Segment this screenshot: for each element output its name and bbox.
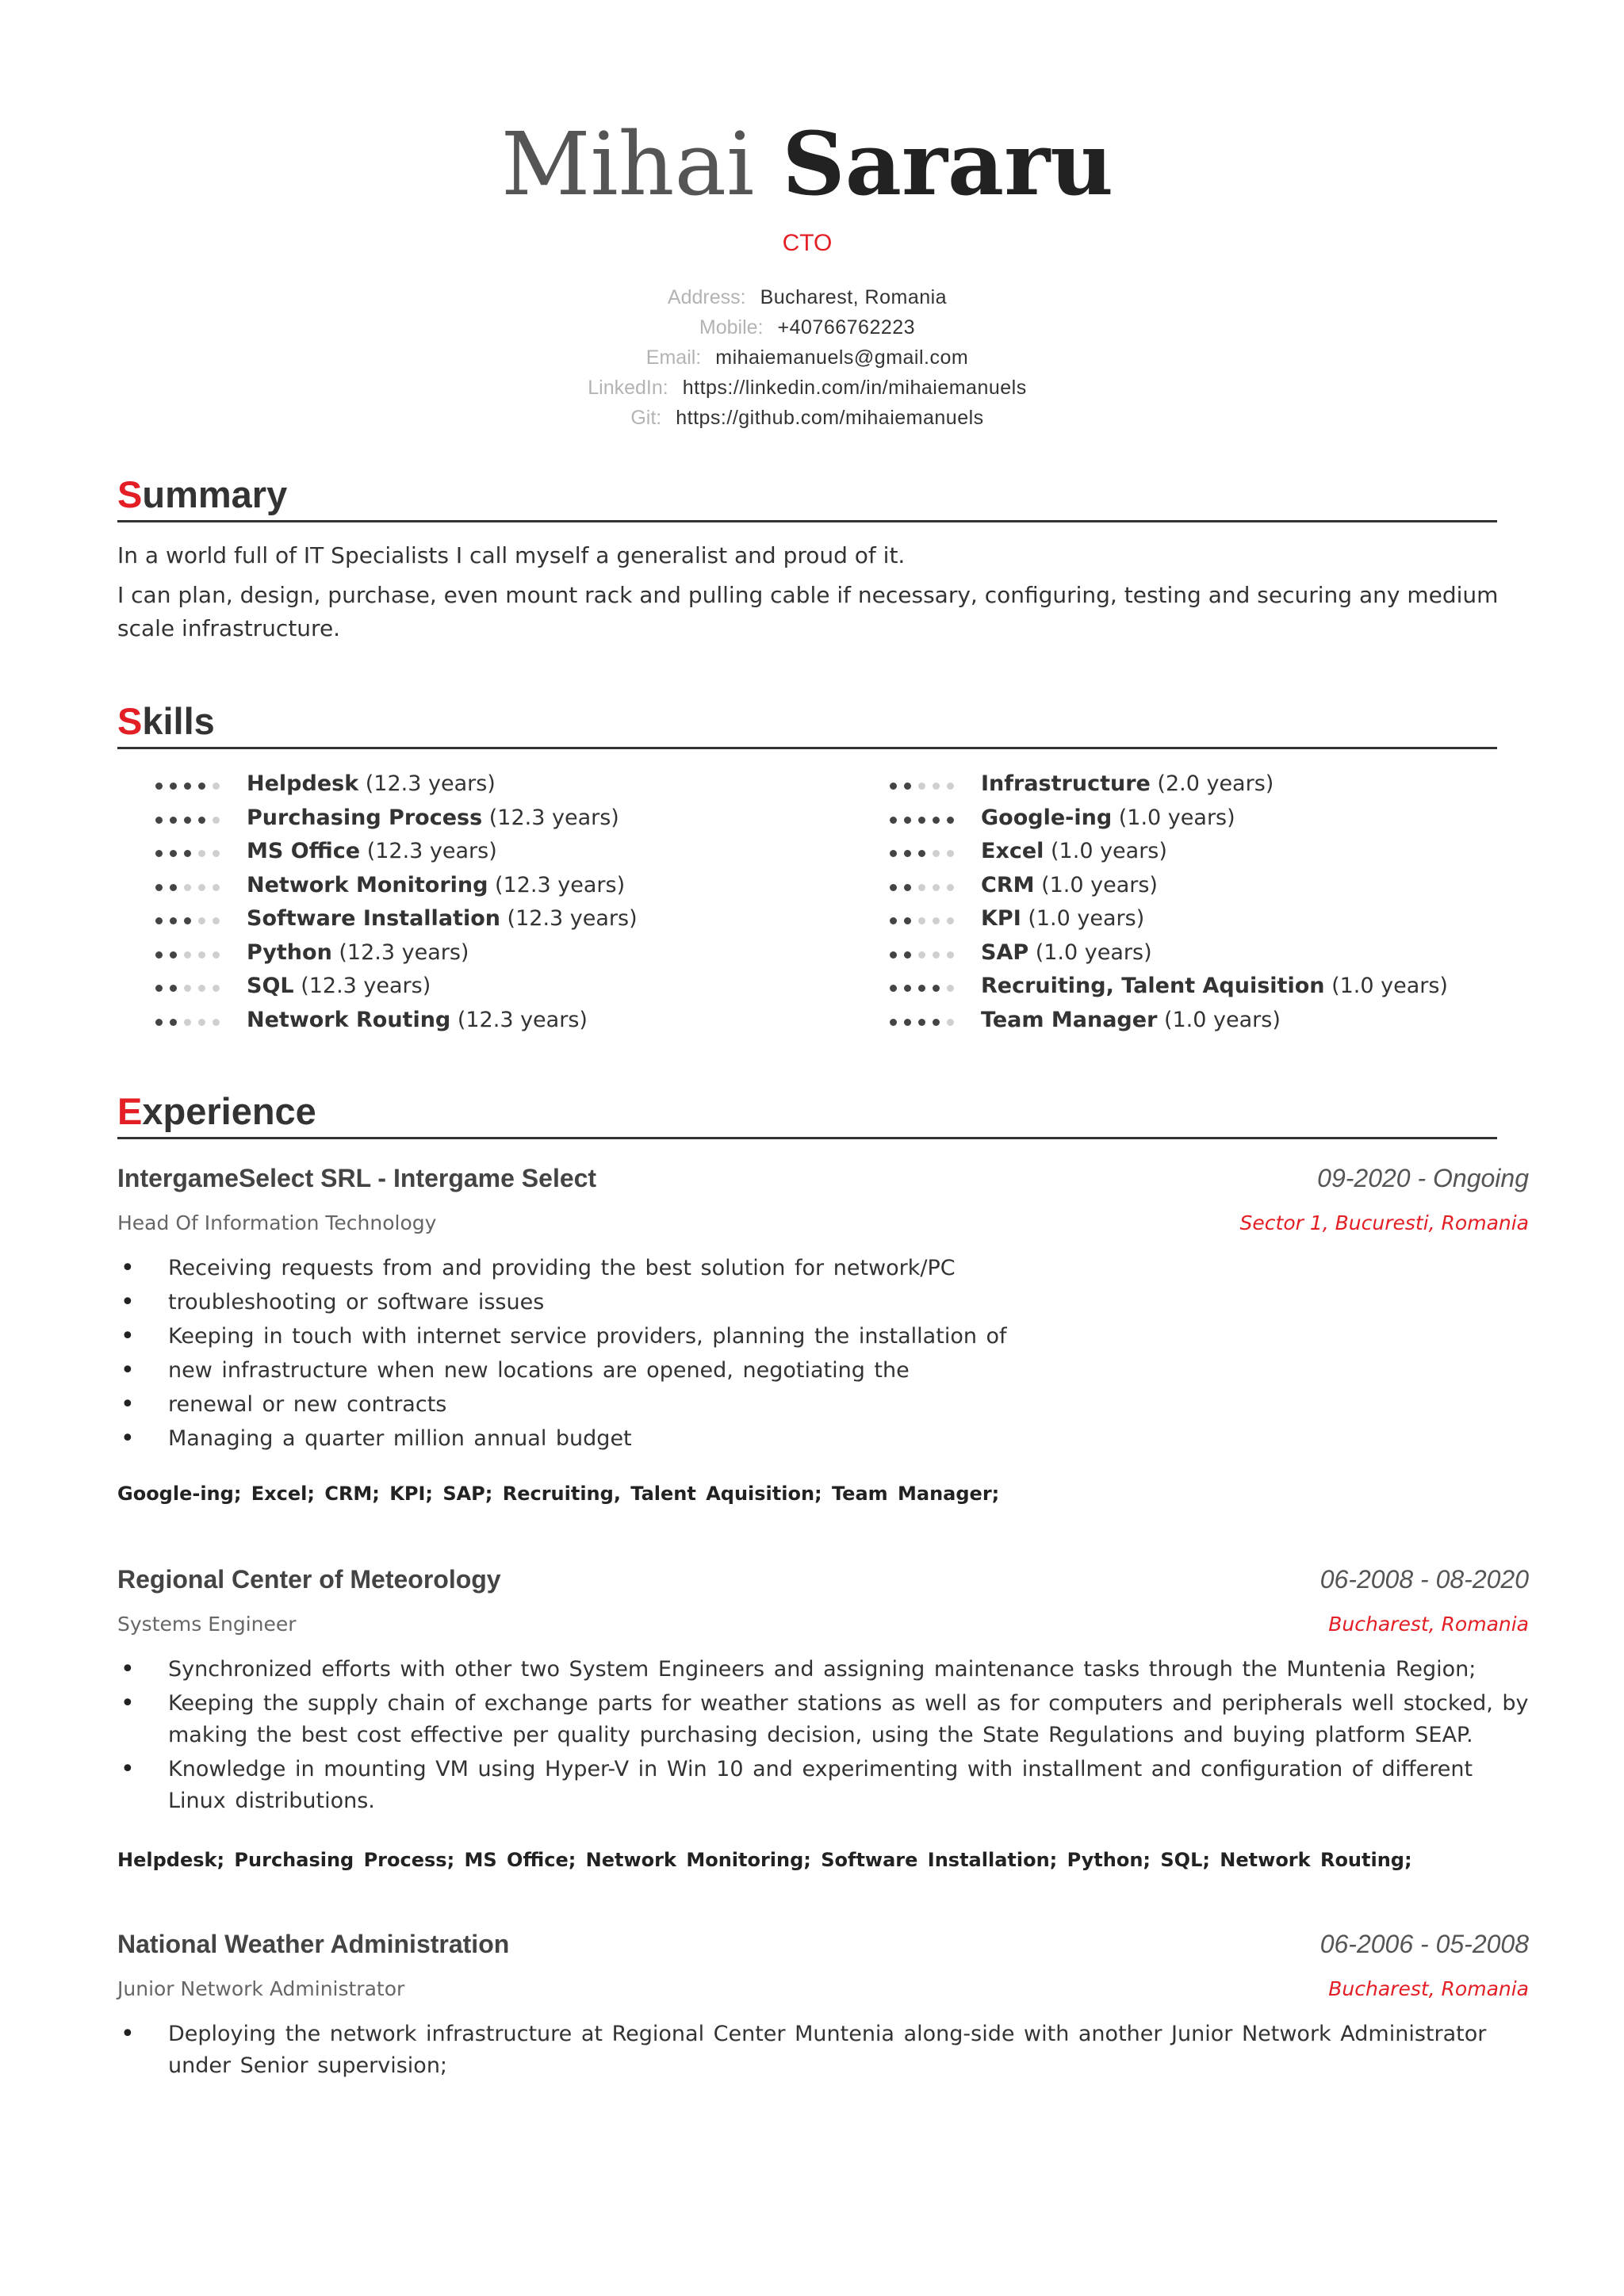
job-skill-tags: Helpdesk; Purchasing Process; MS Office; Network Monitoring; Software Installation; Python; SQL; Network Routing;	[117, 1849, 1412, 1871]
job-bullet: • Deploying the network infrastructure at Regional Center Muntenia along-side with another Junior Network Administrator under Senior supervision;	[117, 2019, 1529, 2082]
skill-level-dot	[155, 985, 163, 992]
contact-label: Mobile:	[699, 316, 764, 339]
skill-level-dots	[890, 847, 981, 857]
contact-list	[117, 282, 1497, 433]
job-location: Sector 1, Bucuresti, Romania	[1239, 1211, 1529, 1234]
skill-level-dot	[933, 1019, 940, 1026]
skill-item	[155, 1004, 869, 1038]
skill-level-dot	[213, 1019, 220, 1026]
skill-level-dot	[918, 884, 925, 891]
skill-years: (1.0 years)	[1112, 805, 1235, 830]
first-name: Mihai	[500, 113, 755, 215]
skill-level-dot	[198, 817, 205, 824]
skill-years: (12.3 years)	[360, 839, 497, 863]
job-bullet: • Knowledge in mounting VM using Hyper-V in Win 10 and experimenting with installment and configuration of different Linux distributions.	[117, 1754, 1529, 1817]
skill-level-dot	[184, 817, 191, 824]
skill-years: (1.0 years)	[1157, 1007, 1281, 1032]
job-company: IntergameSelect SRL - Intergame Select	[117, 1164, 597, 1192]
skill-level-dots	[890, 948, 981, 959]
skill-level-dot	[213, 884, 220, 891]
skill-level-dot	[184, 1019, 191, 1026]
skill-level-dot	[155, 917, 163, 924]
job-title: Head Of Information Technology	[117, 1211, 437, 1234]
skill-years: (1.0 years)	[1324, 974, 1448, 998]
skill-level-dot	[947, 783, 954, 790]
job-bullets	[117, 1253, 1529, 1457]
skill-name: Python	[247, 939, 332, 965]
summary-heading	[117, 473, 1497, 522]
skill-years: (12.3 years)	[482, 805, 619, 830]
candidate-name	[117, 113, 1497, 216]
skill-years: (12.3 years)	[488, 872, 626, 897]
skill-item	[155, 902, 869, 936]
skill-item	[155, 767, 869, 802]
job-company: National Weather Administration	[117, 1930, 510, 1958]
skill-level-dot	[198, 884, 205, 891]
skill-level-dot	[904, 1019, 911, 1026]
skill-level-dot	[213, 783, 220, 790]
job-bullet: • Managing a quarter million annual budget	[117, 1423, 1529, 1455]
skill-level-dot	[198, 985, 205, 992]
skill-name: Google-ing	[981, 805, 1113, 830]
contact-git	[117, 403, 1497, 433]
heading-rest: xperience	[142, 1090, 316, 1132]
skill-level-dot	[933, 884, 940, 891]
skill-level-dot	[933, 783, 940, 790]
skill-level-dot	[947, 985, 954, 992]
job-title: Junior Network Administrator	[117, 1977, 405, 2000]
contact-linkedin	[117, 373, 1497, 403]
skill-level-dot	[155, 951, 163, 959]
skill-name: CRM	[981, 872, 1035, 897]
skill-name: Purchasing Process	[247, 805, 483, 830]
skill-name: MS Office	[247, 839, 361, 863]
skill-level-dot	[947, 884, 954, 891]
skill-level-dot	[933, 917, 940, 924]
skill-level-dot	[198, 850, 205, 857]
skill-level-dot	[904, 783, 911, 790]
skill-level-dot	[918, 817, 925, 824]
skill-level-dot	[918, 917, 925, 924]
skill-level-dot	[904, 817, 911, 824]
skill-level-dot	[918, 1019, 925, 1026]
skill-level-dot	[184, 783, 191, 790]
skill-item	[890, 936, 1603, 970]
skill-level-dots	[155, 982, 247, 992]
job-location: Bucharest, Romania	[1328, 1977, 1529, 2000]
skill-level-dot	[170, 817, 177, 824]
skill-level-dot	[933, 951, 940, 959]
skill-level-dot	[198, 1019, 205, 1026]
skill-level-dot	[890, 817, 897, 824]
skill-level-dot	[184, 985, 191, 992]
skill-level-dot	[890, 850, 897, 857]
job-title: Systems Engineer	[117, 1613, 297, 1636]
skill-item	[155, 970, 869, 1004]
github-link[interactable]: https://github.com/mihaiemanuels	[676, 407, 984, 429]
skill-name: Team Manager	[981, 1007, 1158, 1032]
resume-page	[117, 0, 1529, 2296]
job-location: Bucharest, Romania	[1328, 1613, 1529, 1636]
skill-level-dot	[155, 1019, 163, 1026]
contact-mobile	[117, 312, 1497, 342]
job-bullet: • Keeping in touch with internet service providers, planning the installation of	[117, 1321, 1529, 1353]
skill-level-dot	[213, 850, 220, 857]
skill-level-dots	[890, 813, 981, 824]
skill-item	[890, 802, 1603, 836]
job-bullet: • renewal or new contracts	[117, 1389, 1529, 1421]
skill-level-dot	[904, 917, 911, 924]
skill-years: (12.3 years)	[358, 771, 496, 796]
skill-level-dot	[184, 884, 191, 891]
skill-level-dots	[155, 779, 247, 790]
skill-level-dot	[155, 817, 163, 824]
last-name: Sararu	[782, 113, 1114, 215]
job-dates: 06-2006 - 05-2008	[1320, 1930, 1529, 1958]
heading-rest: kills	[142, 700, 215, 742]
skill-name: SQL	[247, 974, 294, 998]
skill-item	[155, 802, 869, 836]
job-company: Regional Center of Meteorology	[117, 1565, 501, 1594]
skill-name: KPI	[981, 906, 1021, 931]
skill-years: (1.0 years)	[1028, 939, 1152, 965]
skill-level-dot	[918, 783, 925, 790]
heading-initial: S	[117, 473, 143, 515]
skill-years: (2.0 years)	[1150, 771, 1274, 796]
skill-item	[155, 835, 869, 869]
contact-address	[117, 282, 1497, 312]
skill-item	[890, 835, 1603, 869]
skill-level-dot	[904, 850, 911, 857]
skill-level-dot	[890, 1019, 897, 1026]
skill-level-dot	[213, 917, 220, 924]
skill-level-dot	[170, 985, 177, 992]
heading-initial: E	[117, 1090, 143, 1132]
skill-level-dot	[155, 884, 163, 891]
skill-years: (12.3 years)	[331, 939, 469, 965]
skill-level-dot	[947, 951, 954, 959]
skill-level-dot	[170, 850, 177, 857]
skill-item	[890, 869, 1603, 903]
skill-name: SAP	[981, 939, 1029, 965]
summary-text	[117, 539, 1545, 652]
job-bullet: • Keeping the supply chain of exchange parts for weather stations as well as for computers and peripherals well stocked, by making the best cost effective per quality purchasing decision, using the State Regulations and buying platform SEAP.	[117, 1688, 1529, 1751]
job-bullet: • Synchronized efforts with other two System Engineers and assigning maintenance tasks through the Muntenia Region;	[117, 1654, 1529, 1686]
skill-name: Helpdesk	[247, 771, 359, 796]
skill-level-dot	[155, 783, 163, 790]
job-bullets	[117, 2019, 1529, 2084]
skill-item	[155, 869, 869, 903]
skill-level-dot	[213, 817, 220, 824]
skill-level-dot	[170, 917, 177, 924]
skill-level-dot	[947, 917, 954, 924]
skill-item	[890, 902, 1603, 936]
skill-years: (12.3 years)	[293, 974, 431, 998]
skill-level-dot	[947, 1019, 954, 1026]
skill-level-dots	[890, 914, 981, 924]
skill-name: Network Routing	[247, 1007, 451, 1032]
contact-value: +40766762223	[777, 316, 916, 339]
skill-item	[155, 936, 869, 970]
skill-level-dot	[918, 951, 925, 959]
skill-level-dots	[890, 982, 981, 992]
contact-email	[117, 342, 1497, 373]
email-link[interactable]: mihaiemanuels@gmail.com	[715, 346, 969, 369]
experience-heading	[117, 1089, 1497, 1139]
heading-initial: S	[117, 700, 143, 742]
skill-level-dot	[890, 951, 897, 959]
skill-level-dot	[213, 951, 220, 959]
skill-years: (1.0 years)	[1021, 906, 1145, 931]
skills-column-right	[890, 767, 1603, 1037]
skill-level-dot	[198, 783, 205, 790]
heading-rest: ummary	[142, 473, 288, 515]
skill-level-dot	[155, 850, 163, 857]
contact-label: LinkedIn:	[588, 377, 668, 399]
contact-label: Git:	[630, 407, 662, 429]
skill-level-dots	[155, 914, 247, 924]
skill-level-dot	[198, 951, 205, 959]
skill-level-dot	[198, 917, 205, 924]
contact-label: Address:	[667, 286, 746, 308]
skill-level-dot	[170, 951, 177, 959]
skill-level-dot	[933, 850, 940, 857]
skill-level-dot	[170, 884, 177, 891]
skill-name: Software Installation	[247, 906, 500, 931]
skill-level-dot	[904, 951, 911, 959]
skill-years: (12.3 years)	[450, 1007, 588, 1032]
skill-level-dot	[890, 985, 897, 992]
skill-item	[890, 1004, 1603, 1038]
skill-level-dot	[213, 985, 220, 992]
skill-years: (12.3 years)	[500, 906, 638, 931]
job-dates: 09-2020 - Ongoing	[1317, 1164, 1529, 1192]
job-bullet: • new infrastructure when new locations are opened, negotiating the	[117, 1355, 1529, 1387]
skill-years: (1.0 years)	[1034, 872, 1158, 897]
skill-item	[890, 970, 1603, 1004]
skill-level-dots	[155, 881, 247, 891]
skill-level-dots	[155, 847, 247, 857]
skill-level-dot	[933, 985, 940, 992]
linkedin-link[interactable]: https://linkedin.com/in/mihaiemanuels	[682, 377, 1027, 399]
skill-level-dot	[170, 783, 177, 790]
skill-level-dot	[890, 884, 897, 891]
summary-paragraph: In a world full of IT Specialists I call myself a generalist and proud of it.	[117, 542, 906, 568]
skill-level-dot	[918, 985, 925, 992]
job-dates: 06-2008 - 08-2020	[1320, 1565, 1529, 1594]
skill-years: (1.0 years)	[1044, 839, 1167, 863]
skill-level-dots	[155, 1016, 247, 1026]
job-entry	[117, 1565, 1529, 1882]
skill-level-dot	[184, 951, 191, 959]
skill-level-dots	[890, 779, 981, 790]
skill-name: Network Monitoring	[247, 872, 488, 897]
job-bullet: • troubleshooting or software issues	[117, 1287, 1529, 1318]
job-skill-tags: Google-ing; Excel; CRM; KPI; SAP; Recruiting, Talent Aquisition; Team Manager;	[117, 1483, 1000, 1505]
skill-name: Infrastructure	[981, 771, 1151, 796]
skill-level-dot	[918, 850, 925, 857]
summary-paragraph: I can plan, design, purchase, even mount rack and pulling cable if necessary, configuring, testing and securing any medium scale infrastructure.	[117, 582, 1499, 641]
skill-level-dot	[184, 917, 191, 924]
skill-level-dot	[947, 817, 954, 824]
job-bullets	[117, 1654, 1529, 1820]
skill-level-dots	[890, 1016, 981, 1026]
skill-level-dot	[904, 985, 911, 992]
job-entry	[117, 1164, 1529, 1513]
skills-column-left	[155, 767, 869, 1037]
contact-label: Email:	[645, 346, 702, 369]
job-entry	[117, 1930, 1529, 2104]
skill-item	[890, 767, 1603, 802]
candidate-role: CTO	[782, 230, 833, 256]
skill-level-dot	[947, 850, 954, 857]
skill-name: Excel	[981, 839, 1044, 863]
skill-level-dot	[184, 850, 191, 857]
skill-level-dot	[890, 917, 897, 924]
job-bullet: • Receiving requests from and providing the best solution for network/PC	[117, 1253, 1529, 1284]
skill-level-dot	[170, 1019, 177, 1026]
contact-value: Bucharest, Romania	[760, 286, 948, 308]
skill-level-dot	[904, 884, 911, 891]
skill-level-dots	[890, 881, 981, 891]
skill-level-dots	[155, 948, 247, 959]
skill-level-dot	[933, 817, 940, 824]
skill-name: Recruiting, Talent Aquisition	[981, 974, 1325, 998]
skill-level-dots	[155, 813, 247, 824]
skill-level-dot	[890, 783, 897, 790]
skills-heading	[117, 699, 1497, 749]
